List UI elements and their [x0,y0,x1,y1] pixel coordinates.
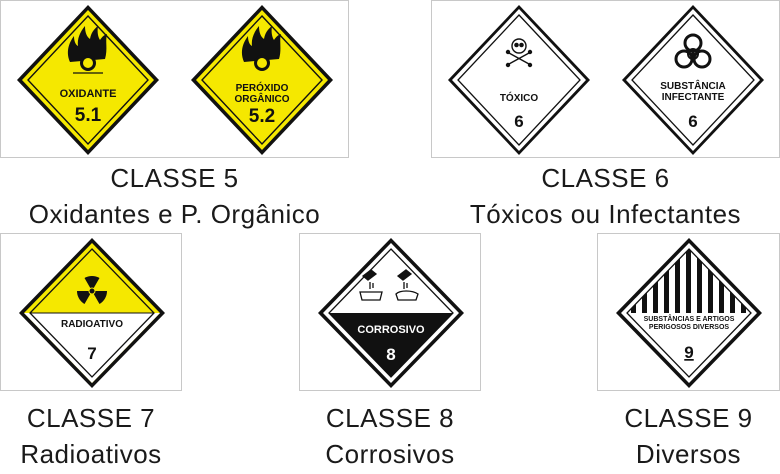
substancia-infectante-placard [622,5,764,155]
corrosivo-placard [318,238,464,388]
class-7-caption [0,400,182,472]
infectante-label: INFECTANTE [661,92,725,103]
organico-label: ORGÂNICO [234,94,290,105]
class-6-title: CLASSE 6 [541,163,670,193]
class-6-subtitle: Tóxicos ou Infectantes [469,199,742,229]
toxico-label: TÓXICO [499,93,539,104]
class-8-caption [299,400,481,472]
class-8-subtitle: Corrosivos [325,439,455,469]
oxidante-label: OXIDANTE [59,88,117,100]
class-6-caption [431,160,780,232]
class-5-subtitle: Oxidantes e P. Orgânico [28,199,321,229]
class-8-title: CLASSE 8 [325,403,455,433]
infectante-number: 6 [688,112,698,131]
peroxido-label: PERÓXIDO [235,83,289,94]
oxidante-number: 5.1 [74,105,102,126]
class-5-caption [0,160,349,232]
toxico-placard [448,5,590,155]
class-9-panel [597,233,780,391]
corrosivo-number: 8 [386,345,396,364]
class-6-panel [431,0,780,158]
class-9-caption [597,400,780,472]
class-5-title: CLASSE 5 [110,163,239,193]
corrosivo-label: CORROSIVO [357,324,425,336]
substancia-label: SUBSTÂNCIA [660,81,726,92]
toxico-number: 6 [514,112,524,131]
peroxido-number: 5.2 [248,106,276,127]
class-5-panel [0,0,349,158]
diversos-number: 9 [684,343,694,362]
radioativo-placard [19,238,165,388]
peroxido-organico-placard [191,5,333,155]
class-7-subtitle: Radioativos [20,439,162,469]
radioativo-number: 7 [87,344,97,363]
class-9-subtitle: Diversos [635,439,742,469]
diversos-placard [616,238,762,388]
class-7-title: CLASSE 7 [26,403,156,433]
oxidante-placard [17,5,159,155]
radioativo-label: RADIOATIVO [60,319,124,330]
class-8-panel [299,233,481,391]
diversos-label-line1: SUBSTÂNCIAS E ARTIGOS [643,316,735,323]
class-9-title: CLASSE 9 [624,403,753,433]
class-7-panel [0,233,182,391]
diversos-label-line2: PERIGOSOS DIVERSOS [648,324,730,331]
